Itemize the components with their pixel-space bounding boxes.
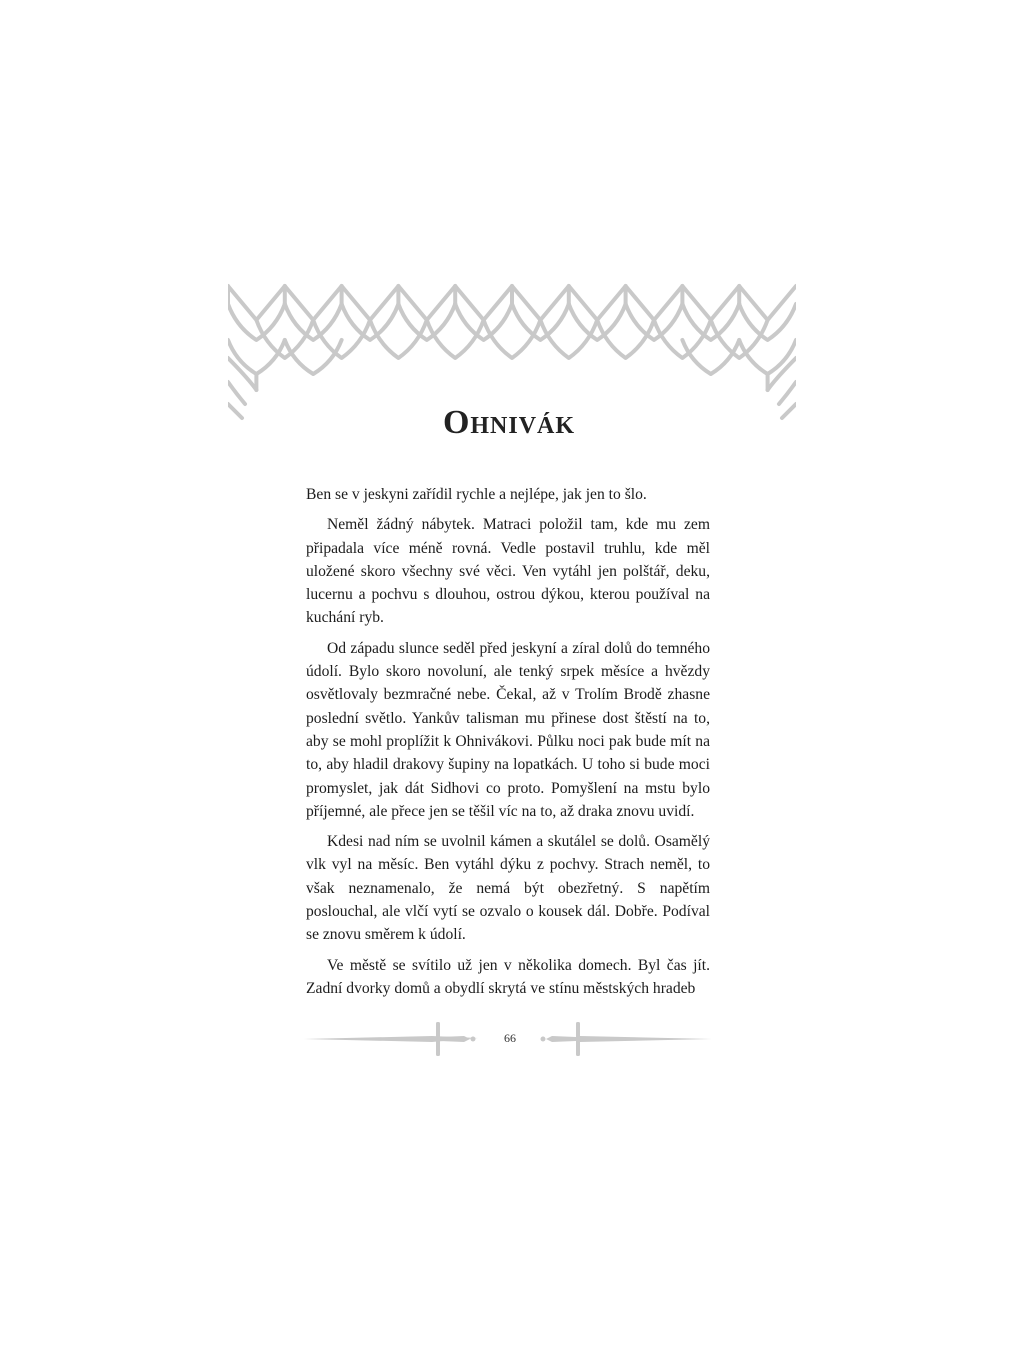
scale-stroke xyxy=(342,286,399,320)
right-guard-icon xyxy=(576,1022,580,1056)
paragraph: Od západu slunce seděl před jeskyní a zíral dolů do temného údolí. Bylo skoro novoluní, ale tenký srpek měsíce a hvězdy osvětlovaly bezmračné nebe. Čekal, až v Trolím Brodě zhasne poslední světlo. Yankův talisman mu přinese dost štěstí na to, aby se mohl proplížit k Ohnivákovi. Půlku noci pak bude mít na to, aby hladil drakovy šupiny na lopatkách. U toho si bude moci promyslet, jak dát Sidhovi co proto. Pomyšlení na mstu bylo příjemné, ale přece jen se těšil víc na to, až draka znovu uvidí. xyxy=(306,639,710,820)
scale-stroke xyxy=(427,320,484,358)
scale-stroke xyxy=(597,320,654,358)
scale-stroke xyxy=(782,404,796,418)
scale-stroke xyxy=(779,382,796,404)
scale-stroke xyxy=(398,286,455,320)
left-guard-icon xyxy=(436,1022,440,1056)
scale-stroke xyxy=(626,286,683,320)
right-blade-icon xyxy=(580,1036,712,1042)
page-number: 66 xyxy=(504,1031,516,1045)
chapter-title: Ohnivák xyxy=(442,403,576,441)
scale-stroke xyxy=(228,382,245,404)
scale-stroke xyxy=(569,286,626,320)
paragraph: Ben se v jeskyni zařídil rychle a nejlépe, jak jen to šlo. xyxy=(306,486,647,503)
paragraph: Neměl žádný nábytek. Matraci položil tam, kde mu zem připadala více méně rovná. Vedle postavil truhlu, kde měl uložené skoro všechny své věci. Ven vytáhl jen polštář, deku, lucernu a pochvu s dlouhou, ostrou dýkou, kterou používal na kuchání ryb. xyxy=(306,516,710,627)
scale-stroke xyxy=(682,340,739,374)
scale-stroke xyxy=(512,286,569,320)
scale-stroke xyxy=(285,340,342,374)
scale-stroke xyxy=(540,320,597,358)
paragraph: Kdesi nad ním se uvolnil kámen a skutálel se dolů. Osamělý vlk vyl na měsíc. Ben vytáhl dýku z pochvy. Strach neměl, to však neznamenalo, že nemá být obezřetný. S napětím poslouchal, ale vlčí vytí se ozvalo o kousek dál. Dobře. Podíval se znovu směrem k údolí. xyxy=(306,833,710,944)
scale-stroke xyxy=(228,286,285,320)
scale-stroke xyxy=(370,320,427,358)
chapter-body xyxy=(306,483,710,1007)
scale-stroke xyxy=(228,404,242,418)
dragon-scale-ornament xyxy=(228,282,796,422)
scale-stroke xyxy=(484,320,541,358)
scale-stroke xyxy=(285,286,342,320)
scale-stroke xyxy=(455,286,512,320)
scale-stroke xyxy=(739,286,796,320)
scale-stroke xyxy=(682,286,739,320)
paragraph: Ve městě se svítilo už jen v několika domech. Byl čas jít. Zadní dvorky domů a obydlí skrytá ve stínu městských hradeb xyxy=(306,956,710,997)
